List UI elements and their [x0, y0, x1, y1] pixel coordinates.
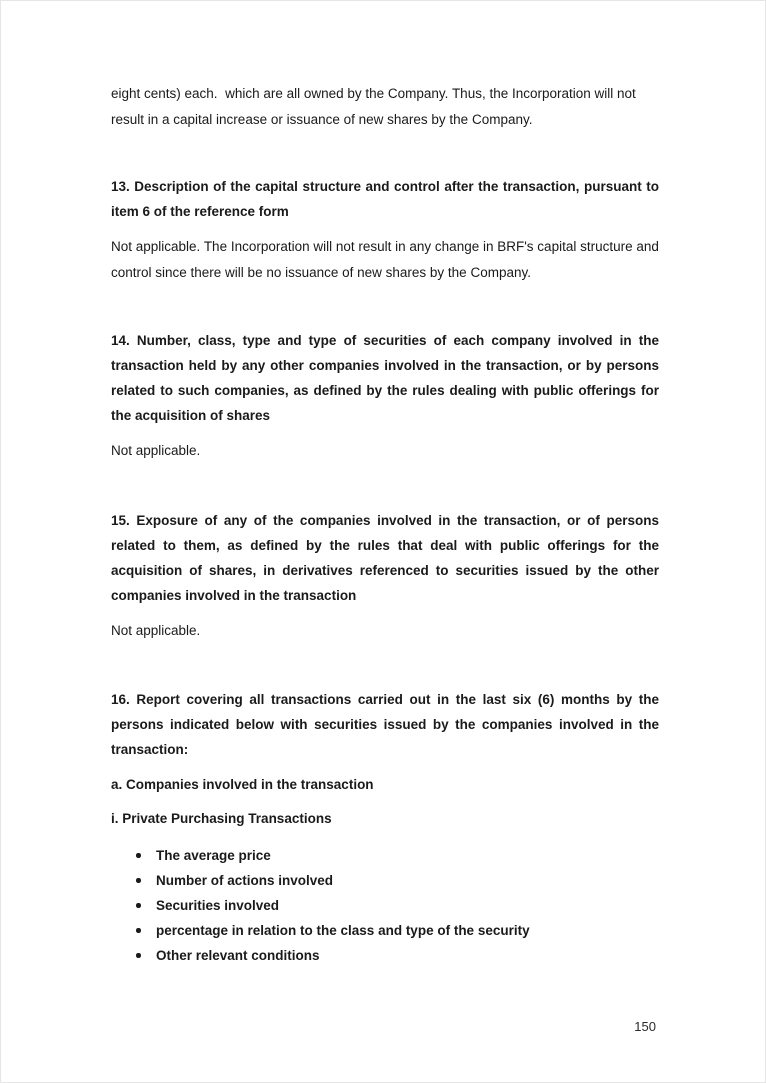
bullet-icon: [136, 903, 141, 908]
document-content: [111, 81, 659, 968]
list-item: [111, 893, 659, 918]
list-item-label: Securities involved: [156, 898, 280, 913]
bullet-icon: [136, 953, 141, 958]
list-item-label: Other relevant conditions: [156, 948, 320, 963]
list-item: [111, 918, 659, 943]
bullet-icon: [136, 853, 141, 858]
section-15-heading: 15. Exposure of any of the companies involved in the transaction, or of persons related to them, as defined by the rules that deal with public offerings for the acquisition of shares, in derivatives referenced to securities issued by the other companies involved in the transaction: [111, 513, 659, 603]
section-16-heading: 16. Report covering all transactions carried out in the last six (6) months by the persons indicated below with securities issued by the companies involved in the transaction:: [111, 692, 659, 757]
page-number: 150: [634, 1019, 656, 1034]
section-13-heading: 13. Description of the capital structure and control after the transaction, pursuant to item 6 of the reference form: [111, 179, 659, 219]
list-item-label: Number of actions involved: [156, 873, 334, 888]
section-13-body: Not applicable. The Incorporation will not result in any change in BRF's capital structure and control since there will be no issuance of new shares by the Company.: [111, 239, 659, 280]
bullet-icon: [136, 928, 141, 933]
section-16-sub-i: i. Private Purchasing Transactions: [111, 811, 332, 826]
bullet-icon: [136, 878, 141, 883]
list-item: [111, 843, 659, 868]
list-item: [111, 868, 659, 893]
bullet-list: [111, 843, 659, 968]
section-14-body: Not applicable.: [111, 443, 201, 458]
paragraph-intro: eight cents) each. which are all owned by the Company. Thus, the Incorporation will not result in a capital increase or issuance of new shares by the Company.: [111, 86, 640, 127]
list-item-label: percentage in relation to the class and type of the security: [156, 923, 530, 938]
section-16-sub-a: a. Companies involved in the transaction: [111, 777, 374, 792]
section-15-body: Not applicable.: [111, 623, 201, 638]
list-item: [111, 943, 659, 968]
section-14-heading: 14. Number, class, type and type of securities of each company involved in the transaction held by any other companies involved in the transaction, or by persons related to such companies, as defined by the rules dealing with public offerings for the acquisition of shares: [111, 333, 659, 423]
list-item-label: The average price: [156, 848, 271, 863]
